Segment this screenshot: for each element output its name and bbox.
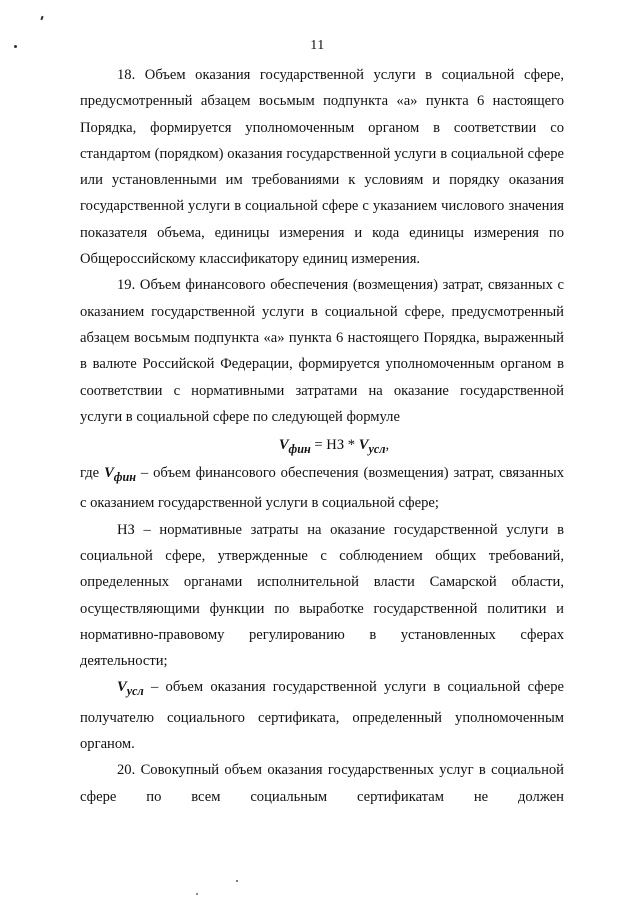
paragraph-18: 18. Объем оказания государственной услуги в социальной сфере, предусмотренный абзацем восьмым подпункта «а» пункта 6 настоящего Порядка, формируется уполномоченным органом в соответствии со стандартом (порядком) оказания государственной услуги в социальной сфере или установленными им требованиями к условиям и порядку оказания государственной услуги в социальной сфере с указанием числового значения показателя объема, единицы измерения и кода единицы измерения по Общероссийскому классификатору единиц измерения. [80, 67, 564, 268]
vusl-text: – объем оказания государственной услуги в социальной сфере получателю социального сертификата, определенный уполномоченным органом. [80, 679, 564, 752]
formula-lhs-var: V [278, 437, 289, 454]
scan-mark [40, 16, 43, 20]
where-var: V [104, 465, 114, 482]
scan-mark [196, 893, 198, 895]
formula-tail: , [385, 437, 390, 454]
paragraph-nz: НЗ – нормативные затраты на оказание государственной услуги в социальной сфере, утвержденные с соблюдением общих требований, определенных органами исполнительной власти Самарской области, осуществляющими функции по выработке государственной политики и нормативно-правовому регулированию в установленных сферах деятельности; [80, 521, 564, 670]
page-number: 11 [310, 38, 325, 53]
formula-rhs-sub: усл [368, 442, 386, 457]
paragraph-vusl [80, 674, 564, 757]
paragraph-20: 20. Совокупный объем оказания государственных услуг в социальной сфере по всем социальным сертификатам не должен [80, 762, 564, 805]
paragraph-19: 19. Объем финансового обеспечения (возмещения) затрат, связанных с оказанием государственной услуги в социальной сфере, предусмотренный абзацем восьмым подпункта «а» пункта 6 настоящего Порядка, выраженный в валюте Российской Федерации, формируется уполномоченным органом в соответствии с нормативными затратами на оказание государственной услуги в социальной сфере по следующей формуле [80, 277, 564, 425]
formula-eq: = НЗ * [310, 437, 359, 454]
scan-mark [236, 880, 238, 882]
vusl-var: V [117, 679, 127, 696]
paragraph-where [80, 460, 564, 517]
where-sub: фин [113, 470, 137, 485]
formula-lhs-sub: фин [288, 442, 311, 457]
where-text: – объем финансового обеспечения (возмещения) затрат, связанных с оказанием государственной услуги в социальной сфере; [80, 465, 564, 512]
formula-rhs-var: V [358, 437, 369, 454]
where-prefix: где [80, 465, 105, 482]
formula [80, 432, 564, 458]
vusl-sub: усл [126, 684, 144, 699]
document-body [80, 62, 564, 810]
